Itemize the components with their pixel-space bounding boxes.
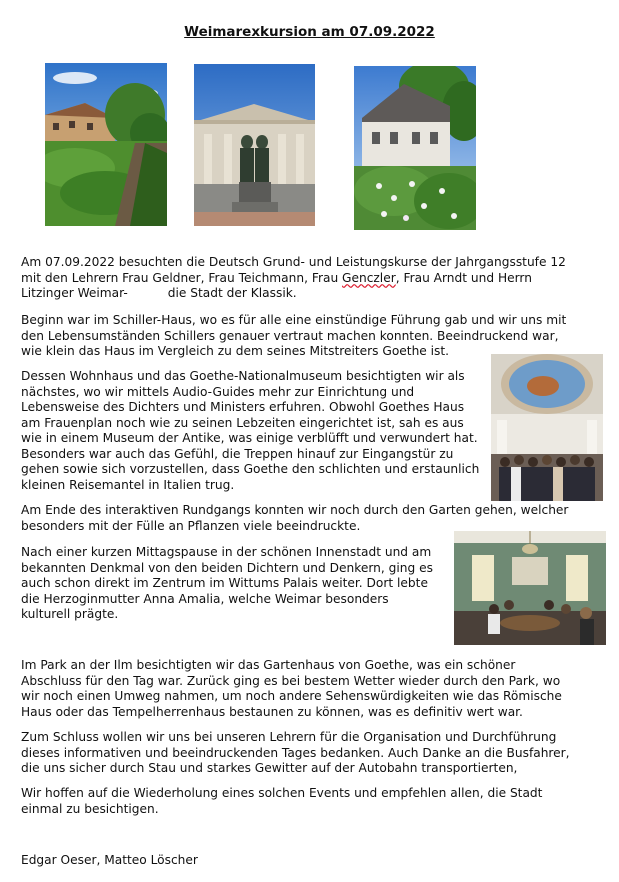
paragraph-intro (21, 255, 566, 302)
paragraph-closing: Wir hoffen auf die Wiederholung eines solchen Events und empfehlen allen, die Stadt einmal zu besichtigen. (21, 786, 543, 816)
intro-misspelled-name: Genczler (342, 270, 396, 285)
paragraph-goethe-house: Dessen Wohnhaus und das Goethe-Nationalmuseum besichtigten wir als nächstes, wo wir mittels Audio-Guides mehr zur Einrichtung und Lebensweise des Dichters und Ministers erfuhren. Obwohl Goethes Haus am Frauenplan noch wie zu seinen Lebzeiten eingerichtet ist, sah es aus wie in einem Museum der Antike, was einige verblüfft und verwundert hat. Besonders war auch das Gefühl, die Treppen hinauf zur Eingangstür zu gehen sowie sich vorzustellen, dass Goethe den schlichten und erstaunlich kleinen Reisemantel in Italien trug. (21, 369, 480, 492)
paragraph-ilm-park: Im Park an der Ilm besichtigten wir das Gartenhaus von Goethe, was ein schöner Abschluss für den Tag war. Zurück ging es bei bestem Wetter wieder durch den Park, wo wir noch einen Umweg nahmen, um noch andere Sehenswürdigkeiten wie das Römische Haus oder das Tempelherrenhaus bestaunen zu können, was es definitiv wert war. (21, 658, 562, 719)
garden-photo (45, 63, 167, 226)
green-room-photo (454, 531, 606, 645)
intro-text-a: Am 07.09.2022 besuchten die Deutsch Grund- und Leistungskurse der Jahrgangsstufe 12 mit den Lehrern Frau Geldner, Frau Teichmann, Frau (21, 255, 566, 285)
page-title: Weimarexkursion am 07.09.2022 (184, 24, 435, 40)
intro-text-d: die Stadt der Klassik. (167, 286, 297, 300)
paragraph-garden: Am Ende des interaktiven Rundgangs konnten wir noch durch den Garten gehen, welcher besonders mit der Fülle an Pflanzen viele beeindruckte. (21, 503, 569, 533)
signature: Edgar Oeser, Matteo Löscher (21, 853, 198, 867)
paragraph-thanks: Zum Schluss wollen wir uns bei unseren Lehrern für die Organisation und Durchführung dieses informativen und beeindruckenden Tages bedanken. Auch Danke an die Busfahrer, die uns sicher durch Stau und starkes Gewitter auf der Autobahn transportierten, (21, 730, 570, 775)
group-ceiling-photo (491, 354, 603, 501)
paragraph-schiller-house: Beginn war im Schiller-Haus, wo es für alle eine einstündige Führung gab und wir uns mit den Lebensumständen Schillers genauer vertraut machen konnten. Beeindruckend war, wie klein das Haus im Vergleich zu dem seines Mitstreiters Goethe ist. (21, 313, 567, 358)
intro-text-c: , Frau Arndt und Herrn Litzinger Weimar- (21, 270, 532, 300)
paragraph-wittums-palais: Nach einer kurzen Mittagspause in der schönen Innenstadt und am bekannten Denkmal von den beiden Dichtern und Denkern, ging es auch schon direkt im Zentrum im Wittums Palais weiter. Dort lebte die Herzoginmutter Anna Amalia, welche Weimar besonders kulturell prägte. (21, 545, 433, 621)
garden-house-photo (354, 66, 476, 230)
monument-photo (194, 64, 315, 226)
